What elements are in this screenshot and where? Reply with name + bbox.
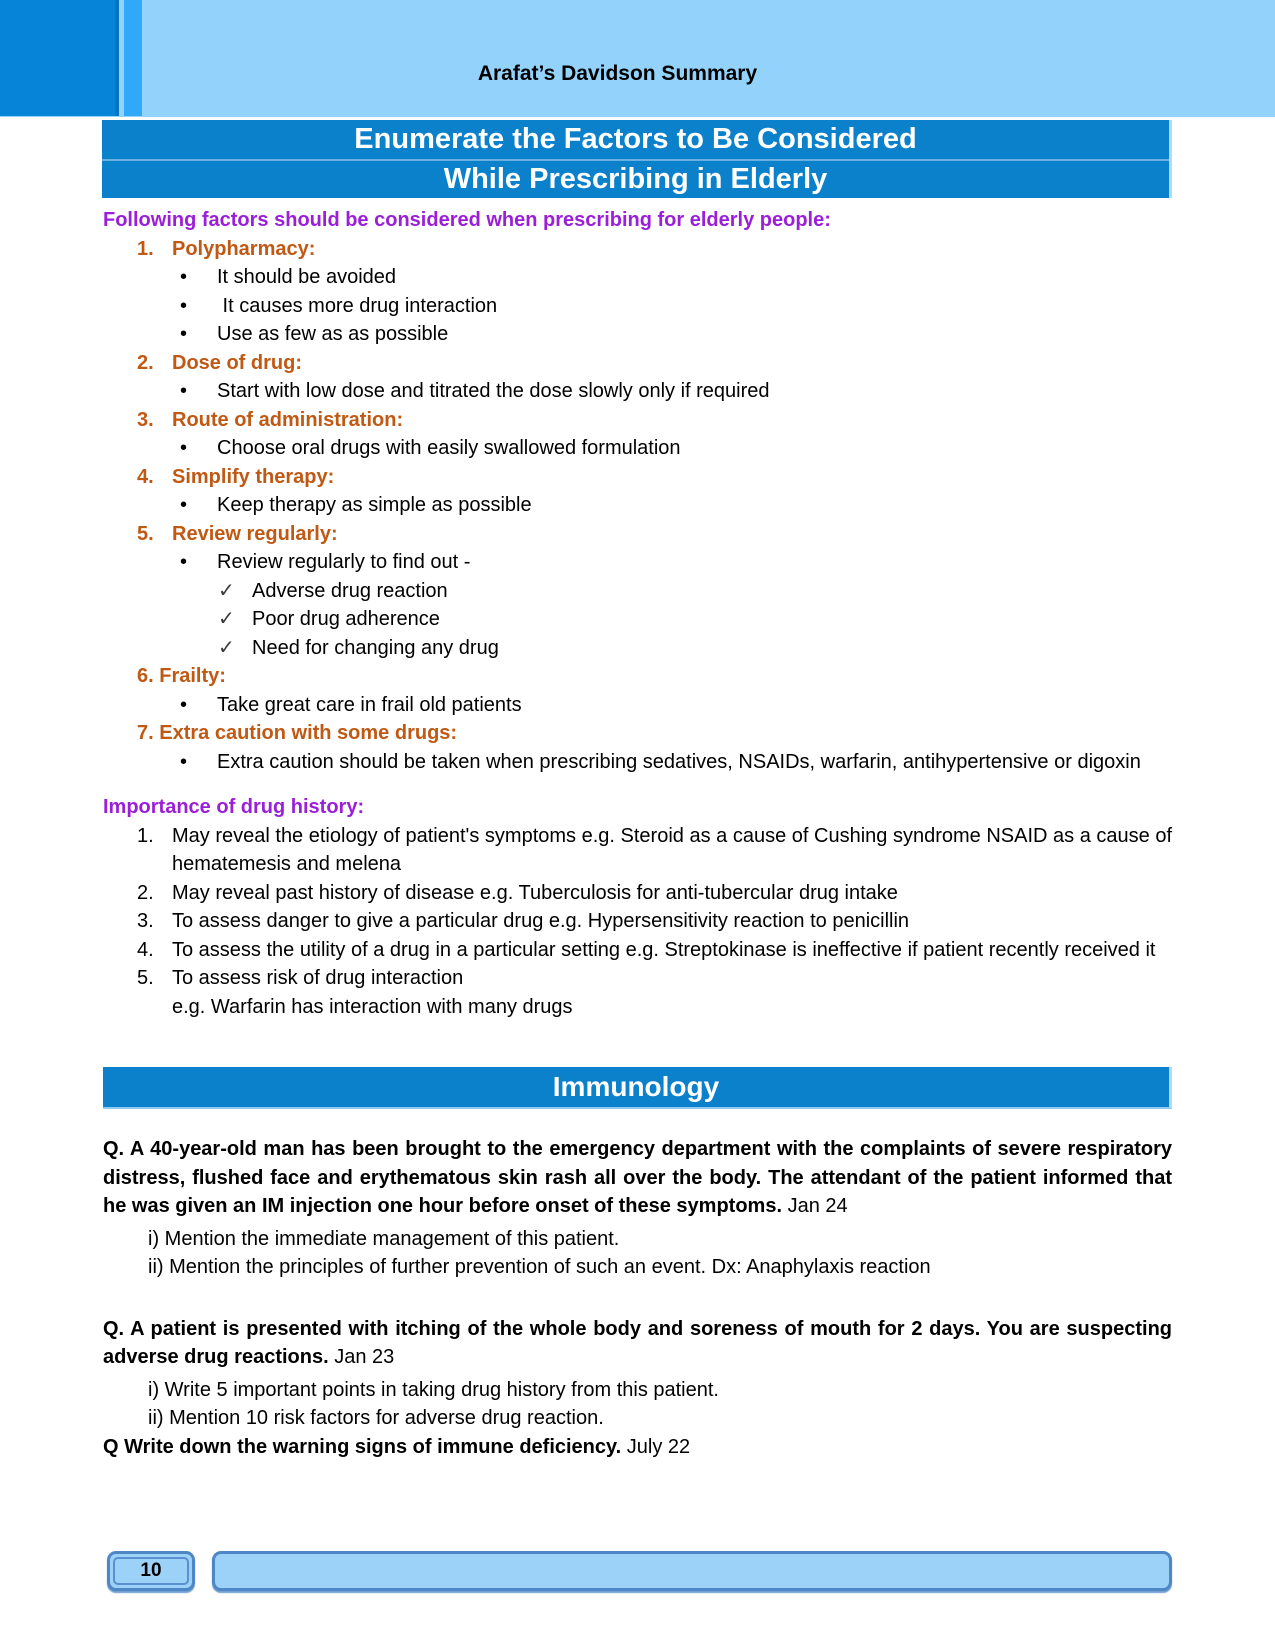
item-label: Polypharmacy: (172, 237, 316, 260)
bullet-text: Take great care in frail old patients (217, 693, 522, 716)
check-item (103, 577, 1172, 606)
check-text: Adverse drug reaction (252, 579, 448, 602)
chapter-title-line-1: Enumerate the Factors to Be Considered (102, 120, 1169, 159)
question-subitem: ii) Mention the principles of further prevention of such an event. Dx: Anaphylaxis reaction (148, 1256, 931, 1278)
item-number: 7. (137, 722, 154, 744)
history-item (103, 936, 1172, 965)
bullet-icon: • (180, 294, 188, 317)
bullet-text: Keep therapy as simple as possible (217, 494, 532, 516)
question-subitem: i) Mention the immediate management of this patient. (148, 1227, 620, 1250)
item-number: 2. (137, 351, 154, 374)
bullet-item (103, 377, 1172, 406)
section-heading-factors: Following factors should be considered when prescribing for elderly people: (103, 209, 831, 231)
question-paragraph (103, 1135, 1172, 1221)
item-number: 5. (137, 522, 154, 545)
check-text: Poor drug adherence (252, 608, 440, 630)
check-icon: ✓ (218, 608, 235, 630)
item-number: 1. (137, 824, 154, 847)
question-subitem: ii) Mention 10 risk factors for adverse drug reaction. (148, 1407, 604, 1429)
factor-item (103, 662, 1172, 691)
bullet-icon: • (180, 266, 188, 288)
item-number: 3. (137, 910, 154, 932)
section-bar-immunology (103, 1067, 1172, 1109)
bullet-item (103, 292, 1172, 321)
bullet-text: Use as few as as possible (217, 323, 449, 345)
history-item (103, 907, 1172, 936)
bullet-icon: • (180, 437, 188, 459)
footer-bar-decoration (212, 1551, 1172, 1591)
section-heading-drug-history: Importance of drug history: (103, 796, 365, 818)
corner-strip-decoration (124, 0, 142, 116)
bullet-text: Extra caution should be taken when prescribing sedatives, NSAIDs, warfarin, antihypertensive or digoxin (217, 750, 1141, 773)
bullet-icon: • (180, 494, 188, 516)
question-subitem: i) Write 5 important points in taking drug history from this patient. (148, 1378, 719, 1401)
question-text: Q. A 40-year-old man has been brought to the emergency department with the complaints of severe respiratory distress, flushed face and erythematous skin rash all over the body. The attendant of the patient informed that he was given an IM injection one hour before onset of these symptoms. (103, 1138, 1172, 1217)
bullet-item (103, 548, 1172, 577)
bullet-icon: • (180, 750, 188, 773)
item-number: 4. (137, 465, 154, 488)
factor-item (103, 406, 1172, 435)
check-text: Need for changing any drug (252, 636, 499, 659)
bullet-item (103, 263, 1172, 292)
item-text: May reveal past history of disease e.g. Tuberculosis for anti-tubercular drug intake (172, 881, 898, 904)
bullet-text: Review regularly to find out - (217, 551, 471, 573)
factor-item (103, 463, 1172, 492)
check-icon: ✓ (218, 636, 235, 659)
question-subitems (103, 1376, 1172, 1433)
item-number: 3. (137, 408, 154, 431)
check-item (103, 605, 1172, 634)
factor-item (103, 235, 1172, 264)
page-number: 10 (113, 1557, 189, 1585)
history-item (103, 822, 1172, 879)
item-text-continued: e.g. Warfarin has interaction with many drugs (172, 995, 573, 1018)
item-label: Dose of drug: (172, 351, 302, 374)
bullet-item (103, 434, 1172, 463)
item-text: To assess risk of drug interaction (172, 967, 464, 989)
question-date: Jan 24 (787, 1195, 848, 1217)
item-number: 1. (137, 237, 154, 260)
chapter-title-line-2: While Prescribing in Elderly (102, 159, 1169, 198)
bullet-icon: • (180, 380, 188, 402)
bullet-text: Start with low dose and titrated the dose slowly only if required (217, 380, 770, 402)
bullet-text: Choose oral drugs with easily swallowed formulation (217, 437, 681, 459)
item-label: Route of administration: (172, 408, 404, 431)
bullet-icon: • (180, 693, 188, 716)
bullet-item (103, 691, 1172, 720)
header-band (0, 0, 1275, 117)
chapter-title-block (102, 120, 1172, 198)
bullet-item (103, 491, 1172, 520)
corner-rectangle-decoration (0, 0, 119, 116)
question-paragraph (103, 1315, 1172, 1372)
question-date: July 22 (626, 1435, 691, 1458)
page-content (103, 206, 1172, 1461)
bullet-text: It causes more drug interaction (217, 294, 498, 317)
question-subitems (103, 1225, 1172, 1282)
item-number: 5. (137, 967, 154, 989)
check-item (103, 634, 1172, 663)
item-number: 6. (137, 665, 154, 687)
bullet-item (103, 748, 1172, 777)
item-label: Extra caution with some drugs: (159, 722, 458, 744)
history-item (103, 879, 1172, 908)
item-label: Frailty: (159, 665, 226, 687)
factor-item (103, 719, 1172, 748)
bullet-item (103, 320, 1172, 349)
check-icon: ✓ (218, 579, 235, 602)
factor-item (103, 349, 1172, 378)
section-bar-title: Immunology (552, 1070, 720, 1102)
factor-item (103, 520, 1172, 549)
bullet-icon: • (180, 323, 188, 345)
book-title: Arafat’s Davidson Summary (477, 62, 758, 85)
question-text: Q Write down the warning signs of immune deficiency. (103, 1435, 622, 1458)
item-text: May reveal the etiology of patient's symptoms e.g. Steroid as a cause of Cushing syndrome NSAID as a cause of hematemesis and melena (172, 824, 1172, 875)
history-item (103, 964, 1172, 1021)
bullet-text: It should be avoided (217, 266, 397, 288)
item-label: Simplify therapy: (172, 465, 335, 488)
item-label: Review regularly: (172, 522, 338, 545)
item-number: 4. (137, 938, 154, 961)
item-text: To assess the utility of a drug in a particular setting e.g. Streptokinase is ineffective if patient recently received it (172, 938, 1156, 961)
page-number-box (107, 1551, 195, 1591)
item-number: 2. (137, 881, 154, 904)
item-text: To assess danger to give a particular drug e.g. Hypersensitivity reaction to penicillin (172, 910, 910, 932)
question-date: Jan 23 (334, 1346, 395, 1368)
bullet-icon: • (180, 551, 188, 573)
question-paragraph (103, 1433, 1172, 1462)
question-text: Q. A patient is presented with itching of the whole body and soreness of mouth for 2 days. You are suspecting adverse drug reactions. (103, 1317, 1172, 1368)
